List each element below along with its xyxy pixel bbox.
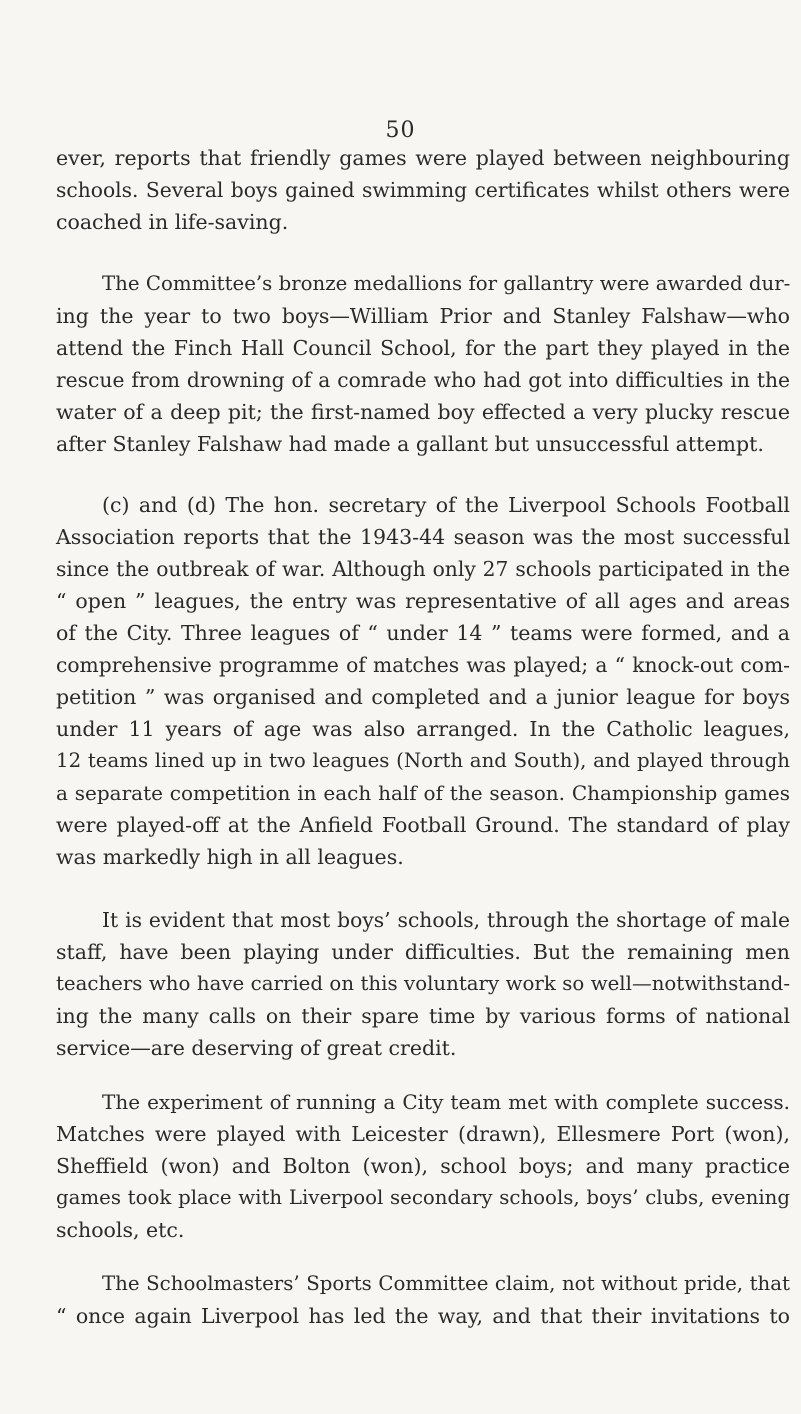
text-line: rescue from drowning of a comrade who had got into difficulties in the <box>56 368 790 392</box>
paragraph-sports-committee <box>56 1268 790 1332</box>
text-line: since the outbreak of war. Although only 27 schools participated in the <box>56 557 790 581</box>
paragraph-city-team <box>56 1086 790 1246</box>
text-line: Matches were played with Leicester (drawn), Ellesmere Port (won), <box>56 1122 790 1146</box>
text-line: ing the year to two boys—William Prior and Stanley Falshaw—who <box>56 304 790 328</box>
text-line: The experiment of running a City team met with complete success. <box>102 1090 790 1114</box>
page-number: 50 <box>385 118 416 143</box>
paragraph-swimming <box>56 142 790 238</box>
text-line: attend the Finch Hall Council School, for the part they played in the <box>56 336 790 360</box>
text-line: after Stanley Falshaw had made a gallant but unsuccessful attempt. <box>56 432 764 456</box>
text-line: was markedly high in all leagues. <box>56 845 404 869</box>
text-line: water of a deep pit; the first-named boy effected a very plucky rescue <box>56 400 790 424</box>
text-line: of the City. Three leagues of “ under 14 ” teams were formed, and a <box>56 621 790 645</box>
text-line: a separate competition in each half of the season. Championship games <box>56 781 790 805</box>
text-line: under 11 years of age was also arranged. In the Catholic leagues, <box>56 717 790 741</box>
text-line: schools. Several boys gained swimming certificates whilst others were <box>56 178 790 202</box>
text-line: 12 teams lined up in two leagues (North and South), and played through <box>56 749 790 772</box>
text-line: The Committee’s bronze medallions for gallantry were awarded dur- <box>102 272 791 295</box>
paragraph-staff-difficulties <box>56 904 790 1064</box>
text-line: games took place with Liverpool secondary schools, boys’ clubs, evening <box>56 1186 790 1209</box>
text-line: teachers who have carried on this voluntary work so well—notwithstand- <box>56 972 790 995</box>
paragraph-schools-football <box>56 489 790 873</box>
text-line: “ once again Liverpool has led the way, and that their invitations to <box>56 1304 790 1328</box>
text-line: schools, etc. <box>56 1218 185 1242</box>
text-line: ing the many calls on their spare time by various forms of national <box>56 1004 790 1028</box>
text-line: comprehensive programme of matches was played; a “ knock-out com- <box>56 653 790 677</box>
text-line: Association reports that the 1943-44 season was the most successful <box>56 525 790 549</box>
text-line: “ open ” leagues, the entry was representative of all ages and areas <box>56 589 790 613</box>
text-line: The Schoolmasters’ Sports Committee claim, not without pride, that <box>102 1272 790 1295</box>
text-line: (c) and (d) The hon. secretary of the Liverpool Schools Football <box>102 493 790 517</box>
text-line: ever, reports that friendly games were played between neighbouring <box>56 146 790 170</box>
text-line: It is evident that most boys’ schools, through the shortage of male <box>102 908 790 932</box>
text-line: Sheffield (won) and Bolton (won), school boys; and many practice <box>56 1154 790 1178</box>
text-line: coached in life-saving. <box>56 210 289 234</box>
text-line: staff, have been playing under difficulties. But the remaining men <box>56 940 790 964</box>
paragraph-bronze-medallions <box>56 268 790 460</box>
text-line: were played-off at the Anfield Football Ground. The standard of play <box>56 813 790 837</box>
text-line: petition ” was organised and completed and a junior league for boys <box>56 685 790 709</box>
text-line: service—are deserving of great credit. <box>56 1036 457 1060</box>
